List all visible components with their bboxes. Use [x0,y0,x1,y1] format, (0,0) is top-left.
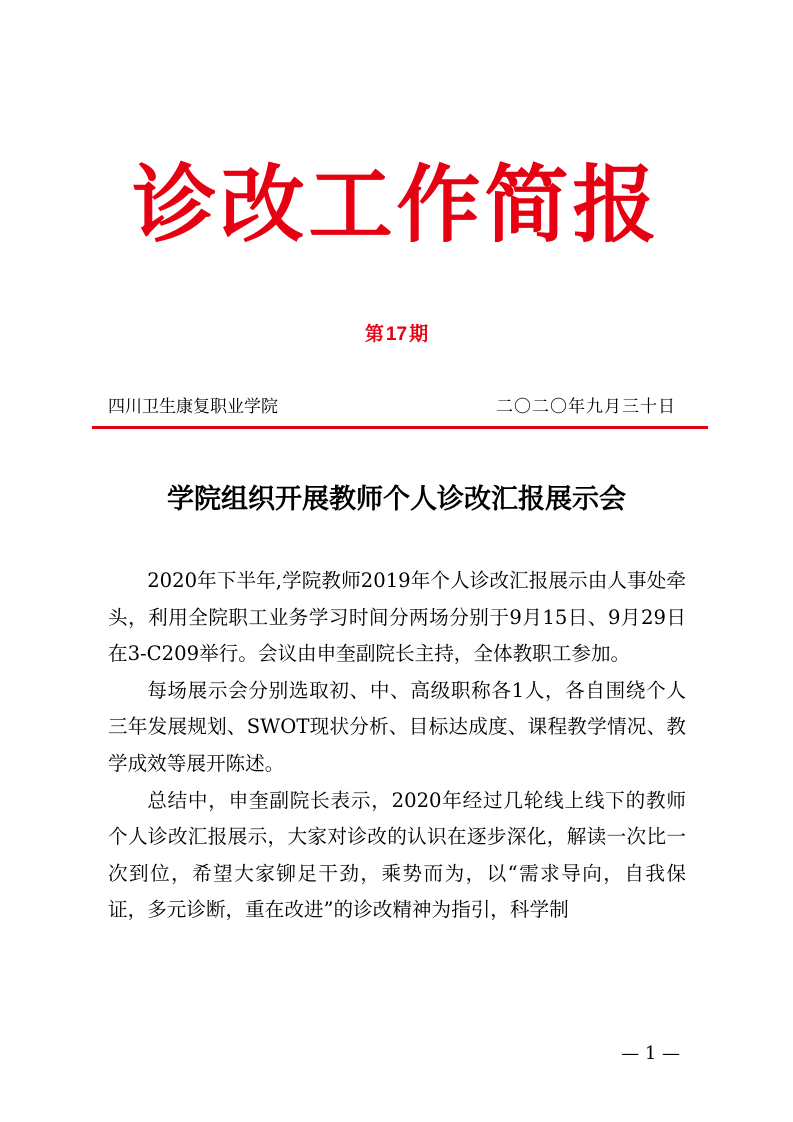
header-divider [92,426,708,429]
issue-prefix: 第 [364,323,384,345]
newsletter-masthead: 诊改工作简报 [132,156,661,254]
publish-date: 二〇二〇年九月三十日 [496,397,676,417]
article-title: 学院组织开展教师个人诊改汇报展示会 [167,484,626,515]
page-number: — 1 — [621,1043,680,1064]
article-paragraph: 每场展示会分别选取初、中、高级职称各1人，各自围绕个人三年发展规划、SWOT现状分析、目标达成度、课程教学情况、教学成效等展开陈述。 [108,678,686,775]
article-body [108,563,686,929]
issue-number [0,320,793,349]
article-paragraph: 总结中，申奎副院长表示，2020年经过几轮线上线下的教师个人诊改汇报展示，大家对诊改的认识在逐步深化，解读一次比一次到位，希望大家铆足干劲，乘势而为，以“需求导向，自我保证，多元诊断，重在改进”的诊改精神为指引，科学制 [108,788,686,922]
issue-suffix: 期 [409,323,429,345]
issue-number-value: 17 [385,324,408,345]
publisher-row [108,392,676,422]
publisher-organization: 四川卫生康复职业学院 [108,397,278,417]
article-paragraph: 2020年下半年,学院教师2019年个人诊改汇报展示由人事处牵头，利用全院职工业务学习时间分两场分别于9月15日、9月29日在3-C209举行。会议由申奎副院长主持，全体教职工参加。 [108,569,686,666]
